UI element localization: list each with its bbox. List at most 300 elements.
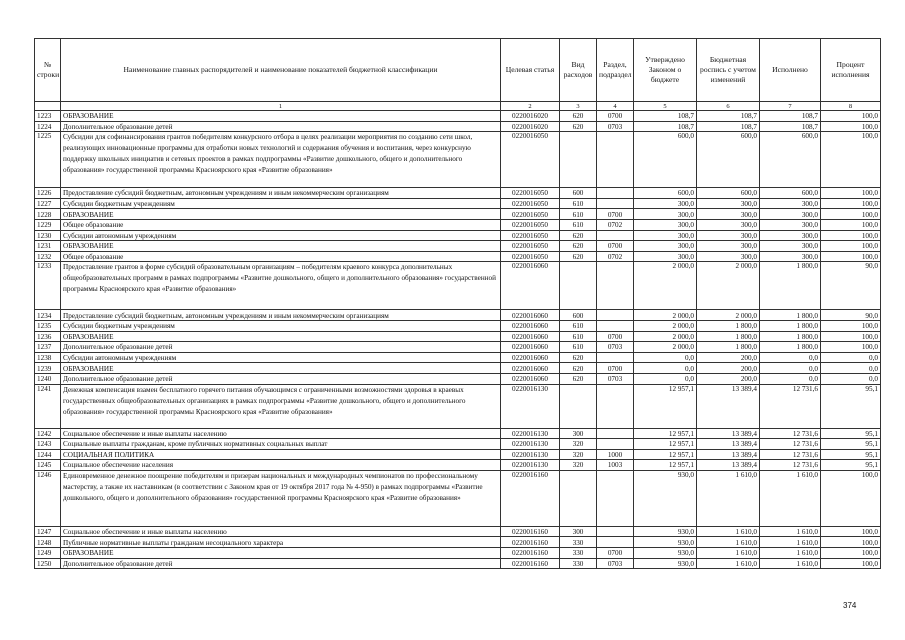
execution-percent-cell: 0,0 bbox=[821, 363, 881, 374]
executed-amount-cell: 300,0 bbox=[760, 198, 821, 209]
section-cell: 0700 bbox=[597, 111, 634, 122]
budget-list-amount-cell: 108,7 bbox=[697, 111, 760, 122]
execution-percent-cell: 90,0 bbox=[821, 310, 881, 321]
target-article-cell: 0220016060 bbox=[501, 331, 560, 342]
execution-percent-cell: 100,0 bbox=[821, 526, 881, 537]
budget-list-amount-cell: 200,0 bbox=[697, 363, 760, 374]
target-article-cell: 0220016050 bbox=[501, 251, 560, 262]
row-number-cell: 1236 bbox=[35, 331, 61, 342]
executed-amount-cell: 12 731,6 bbox=[760, 439, 821, 450]
executed-amount-cell: 108,7 bbox=[760, 111, 821, 122]
execution-percent-cell: 100,0 bbox=[821, 342, 881, 353]
budget-list-amount-cell: 1 800,0 bbox=[697, 320, 760, 331]
header-row-no: № строки bbox=[35, 39, 61, 102]
executed-amount-cell: 0,0 bbox=[760, 352, 821, 363]
expense-kind-cell: 620 bbox=[560, 121, 597, 132]
expense-kind-cell: 330 bbox=[560, 537, 597, 548]
approved-amount-cell: 2 000,0 bbox=[634, 310, 697, 321]
row-name-cell: СОЦИАЛЬНАЯ ПОЛИТИКА bbox=[61, 449, 501, 460]
approved-amount-cell: 108,7 bbox=[634, 121, 697, 132]
budget-list-amount-cell: 13 389,4 bbox=[697, 439, 760, 450]
expense-kind-cell: 620 bbox=[560, 352, 597, 363]
execution-percent-cell: 100,0 bbox=[821, 470, 881, 526]
execution-percent-cell: 100,0 bbox=[821, 558, 881, 569]
section-cell: 0700 bbox=[597, 209, 634, 220]
execution-percent-cell: 95,1 bbox=[821, 384, 881, 428]
table-row bbox=[35, 198, 881, 209]
table-row bbox=[35, 209, 881, 220]
executed-amount-cell: 300,0 bbox=[760, 251, 821, 262]
target-article-cell: 0220016060 bbox=[501, 310, 560, 321]
executed-amount-cell: 300,0 bbox=[760, 209, 821, 220]
row-name-cell: Субсидии автономным учреждениям bbox=[61, 352, 501, 363]
section-cell: 0703 bbox=[597, 121, 634, 132]
execution-percent-cell: 100,0 bbox=[821, 209, 881, 220]
budget-list-amount-cell: 1 610,0 bbox=[697, 526, 760, 537]
approved-amount-cell: 600,0 bbox=[634, 188, 697, 199]
execution-percent-cell: 100,0 bbox=[821, 320, 881, 331]
row-name-cell: Единовременное денежное поощрение победителям и призерам национальных и международных чемпионатов по профессиональному мастерству, а также их наставникам (в соответствии с Законом края от 19 октября 2017 года № 4-950) в рамках подпрограммы «Развитие дошкольного, общего и дополнительного образования» государственной программы Красноярского края «Развитие образования» bbox=[61, 470, 501, 526]
expense-kind-cell: 320 bbox=[560, 460, 597, 471]
budget-list-amount-cell: 300,0 bbox=[697, 251, 760, 262]
budget-list-amount-cell: 1 610,0 bbox=[697, 470, 760, 526]
table-row bbox=[35, 352, 881, 363]
row-name-cell: Предоставление субсидий бюджетным, автономным учреждениям и иным некоммерческим организациям bbox=[61, 188, 501, 199]
row-number-cell: 1243 bbox=[35, 439, 61, 450]
approved-amount-cell: 300,0 bbox=[634, 219, 697, 230]
header-kind: Вид расходов bbox=[560, 39, 597, 102]
executed-amount-cell: 300,0 bbox=[760, 241, 821, 252]
execution-percent-cell: 100,0 bbox=[821, 548, 881, 559]
section-cell bbox=[597, 439, 634, 450]
row-name-cell: ОБРАЗОВАНИЕ bbox=[61, 331, 501, 342]
row-number-cell: 1250 bbox=[35, 558, 61, 569]
execution-percent-cell: 0,0 bbox=[821, 352, 881, 363]
section-cell bbox=[597, 198, 634, 209]
budget-list-amount-cell: 13 389,4 bbox=[697, 460, 760, 471]
row-number-cell: 1239 bbox=[35, 363, 61, 374]
row-name-cell: ОБРАЗОВАНИЕ bbox=[61, 209, 501, 220]
row-name-cell: Предоставление грантов в форме субсидий образовательным организациям – победителям краевого конкурса дополнительных общеобразовательных программ в рамках подпрограммы «Развитие дошкольного, общего и дополнительного образования» государственной программы Красноярского края «Развитие образования» bbox=[61, 262, 501, 310]
budget-list-amount-cell: 1 800,0 bbox=[697, 331, 760, 342]
executed-amount-cell: 1 610,0 bbox=[760, 470, 821, 526]
section-cell: 1003 bbox=[597, 460, 634, 471]
executed-amount-cell: 12 731,6 bbox=[760, 428, 821, 439]
section-cell bbox=[597, 188, 634, 199]
approved-amount-cell: 300,0 bbox=[634, 198, 697, 209]
table-row bbox=[35, 537, 881, 548]
execution-percent-cell: 90,0 bbox=[821, 262, 881, 310]
section-cell bbox=[597, 428, 634, 439]
section-cell bbox=[597, 230, 634, 241]
approved-amount-cell: 0,0 bbox=[634, 352, 697, 363]
column-number-cell: 3 bbox=[560, 102, 597, 111]
section-cell: 0702 bbox=[597, 219, 634, 230]
row-name-cell: Субсидии для софинансирования грантов победителям конкурсного отбора в целях реализации мероприятия по созданию сети школ, реализующих инновационные программы для отработки новых технологий и содержания обучения и воспитания, через конкурсную поддержку школьных инициатив и сетевых проектов в рамках подпрограммы «Развитие дошкольного, общего и дополнительного образования» государственной программы Красноярского края «Развитие образования» bbox=[61, 132, 501, 188]
target-article-cell: 0220016160 bbox=[501, 470, 560, 526]
execution-percent-cell: 100,0 bbox=[821, 111, 881, 122]
target-article-cell: 0220016130 bbox=[501, 428, 560, 439]
section-cell: 0703 bbox=[597, 558, 634, 569]
table-row bbox=[35, 121, 881, 132]
row-number-cell: 1229 bbox=[35, 219, 61, 230]
expense-kind-cell: 300 bbox=[560, 526, 597, 537]
table-row bbox=[35, 363, 881, 374]
target-article-cell: 0220016160 bbox=[501, 558, 560, 569]
table-row bbox=[35, 219, 881, 230]
header-row bbox=[35, 39, 881, 102]
table-row bbox=[35, 310, 881, 321]
approved-amount-cell: 300,0 bbox=[634, 230, 697, 241]
row-name-cell: ОБРАЗОВАНИЕ bbox=[61, 548, 501, 559]
column-number-cell: 5 bbox=[634, 102, 697, 111]
target-article-cell: 0220016160 bbox=[501, 526, 560, 537]
expense-kind-cell: 600 bbox=[560, 188, 597, 199]
header-percent: Процент исполнения bbox=[821, 39, 881, 102]
approved-amount-cell: 12 957,1 bbox=[634, 439, 697, 450]
budget-list-amount-cell: 2 000,0 bbox=[697, 310, 760, 321]
approved-amount-cell: 2 000,0 bbox=[634, 342, 697, 353]
row-number-cell: 1235 bbox=[35, 320, 61, 331]
header-section: Раздел, подраздел bbox=[597, 39, 634, 102]
budget-list-amount-cell: 600,0 bbox=[697, 188, 760, 199]
budget-table bbox=[34, 38, 881, 569]
column-number-cell: 6 bbox=[697, 102, 760, 111]
table-row bbox=[35, 251, 881, 262]
expense-kind-cell: 600 bbox=[560, 310, 597, 321]
target-article-cell: 0220016050 bbox=[501, 219, 560, 230]
target-article-cell: 0220016020 bbox=[501, 121, 560, 132]
executed-amount-cell: 1 610,0 bbox=[760, 526, 821, 537]
expense-kind-cell bbox=[560, 132, 597, 188]
row-name-cell: Общее образование bbox=[61, 219, 501, 230]
expense-kind-cell: 620 bbox=[560, 111, 597, 122]
row-name-cell: ОБРАЗОВАНИЕ bbox=[61, 241, 501, 252]
section-cell: 0703 bbox=[597, 342, 634, 353]
budget-list-amount-cell: 13 389,4 bbox=[697, 428, 760, 439]
column-number-cell: 1 bbox=[61, 102, 501, 111]
row-number-cell: 1223 bbox=[35, 111, 61, 122]
row-number-cell: 1225 bbox=[35, 132, 61, 188]
executed-amount-cell: 1 610,0 bbox=[760, 558, 821, 569]
row-name-cell: Дополнительное образование детей bbox=[61, 342, 501, 353]
expense-kind-cell: 620 bbox=[560, 363, 597, 374]
execution-percent-cell: 95,1 bbox=[821, 439, 881, 450]
expense-kind-cell: 610 bbox=[560, 209, 597, 220]
table-row bbox=[35, 460, 881, 471]
row-number-cell: 1232 bbox=[35, 251, 61, 262]
row-number-cell: 1231 bbox=[35, 241, 61, 252]
budget-list-amount-cell: 200,0 bbox=[697, 352, 760, 363]
column-number-cell: 4 bbox=[597, 102, 634, 111]
budget-list-amount-cell: 1 610,0 bbox=[697, 548, 760, 559]
row-name-cell: Дополнительное образование детей bbox=[61, 121, 501, 132]
row-name-cell: Дополнительное образование детей bbox=[61, 373, 501, 384]
section-cell bbox=[597, 310, 634, 321]
expense-kind-cell: 620 bbox=[560, 241, 597, 252]
table-row bbox=[35, 342, 881, 353]
row-number-cell: 1242 bbox=[35, 428, 61, 439]
executed-amount-cell: 0,0 bbox=[760, 373, 821, 384]
section-cell bbox=[597, 384, 634, 428]
row-name-cell: Публичные нормативные выплаты гражданам несоциального характера bbox=[61, 537, 501, 548]
row-number-cell: 1246 bbox=[35, 470, 61, 526]
budget-list-amount-cell: 108,7 bbox=[697, 121, 760, 132]
expense-kind-cell bbox=[560, 384, 597, 428]
table-row bbox=[35, 373, 881, 384]
row-name-cell: Предоставление субсидий бюджетным, автономным учреждениям и иным некоммерческим организациям bbox=[61, 310, 501, 321]
section-cell bbox=[597, 537, 634, 548]
expense-kind-cell: 320 bbox=[560, 439, 597, 450]
row-name-cell: Субсидии бюджетным учреждениям bbox=[61, 198, 501, 209]
row-name-cell: ОБРАЗОВАНИЕ bbox=[61, 111, 501, 122]
section-cell bbox=[597, 262, 634, 310]
table-row bbox=[35, 449, 881, 460]
table-row bbox=[35, 262, 881, 310]
approved-amount-cell: 12 957,1 bbox=[634, 428, 697, 439]
execution-percent-cell: 100,0 bbox=[821, 219, 881, 230]
approved-amount-cell: 300,0 bbox=[634, 209, 697, 220]
executed-amount-cell: 108,7 bbox=[760, 121, 821, 132]
execution-percent-cell: 100,0 bbox=[821, 241, 881, 252]
row-number-cell: 1249 bbox=[35, 548, 61, 559]
target-article-cell: 0220016060 bbox=[501, 352, 560, 363]
table-row bbox=[35, 241, 881, 252]
table-row bbox=[35, 558, 881, 569]
approved-amount-cell: 930,0 bbox=[634, 548, 697, 559]
row-number-cell: 1244 bbox=[35, 449, 61, 460]
section-cell: 0702 bbox=[597, 251, 634, 262]
budget-list-amount-cell: 300,0 bbox=[697, 219, 760, 230]
executed-amount-cell: 600,0 bbox=[760, 188, 821, 199]
executed-amount-cell: 1 800,0 bbox=[760, 342, 821, 353]
target-article-cell: 0220016130 bbox=[501, 460, 560, 471]
row-name-cell: Дополнительное образование детей bbox=[61, 558, 501, 569]
target-article-cell: 0220016060 bbox=[501, 342, 560, 353]
table-row bbox=[35, 320, 881, 331]
execution-percent-cell: 100,0 bbox=[821, 188, 881, 199]
execution-percent-cell: 95,1 bbox=[821, 449, 881, 460]
target-article-cell: 0220016050 bbox=[501, 198, 560, 209]
approved-amount-cell: 300,0 bbox=[634, 241, 697, 252]
approved-amount-cell: 930,0 bbox=[634, 470, 697, 526]
budget-list-amount-cell: 13 389,4 bbox=[697, 449, 760, 460]
row-number-cell: 1238 bbox=[35, 352, 61, 363]
target-article-cell: 0220016050 bbox=[501, 132, 560, 188]
executed-amount-cell: 1 800,0 bbox=[760, 310, 821, 321]
section-cell: 1000 bbox=[597, 449, 634, 460]
row-name-cell: Субсидии бюджетным учреждениям bbox=[61, 320, 501, 331]
approved-amount-cell: 108,7 bbox=[634, 111, 697, 122]
execution-percent-cell: 100,0 bbox=[821, 331, 881, 342]
approved-amount-cell: 12 957,1 bbox=[634, 449, 697, 460]
executed-amount-cell: 1 610,0 bbox=[760, 548, 821, 559]
row-name-cell: ОБРАЗОВАНИЕ bbox=[61, 363, 501, 374]
execution-percent-cell: 95,1 bbox=[821, 460, 881, 471]
expense-kind-cell: 620 bbox=[560, 373, 597, 384]
expense-kind-cell: 610 bbox=[560, 331, 597, 342]
column-number-cell: 2 bbox=[501, 102, 560, 111]
approved-amount-cell: 600,0 bbox=[634, 132, 697, 188]
expense-kind-cell: 620 bbox=[560, 230, 597, 241]
approved-amount-cell: 12 957,1 bbox=[634, 460, 697, 471]
expense-kind-cell: 320 bbox=[560, 449, 597, 460]
header-executed: Исполнено bbox=[760, 39, 821, 102]
budget-list-amount-cell: 1 610,0 bbox=[697, 537, 760, 548]
budget-list-amount-cell: 600,0 bbox=[697, 132, 760, 188]
target-article-cell: 0220016050 bbox=[501, 230, 560, 241]
row-number-cell: 1226 bbox=[35, 188, 61, 199]
row-name-cell: Субсидии автономным учреждениям bbox=[61, 230, 501, 241]
target-article-cell: 0220016060 bbox=[501, 262, 560, 310]
expense-kind-cell: 330 bbox=[560, 558, 597, 569]
table-row bbox=[35, 111, 881, 122]
target-article-cell: 0220016160 bbox=[501, 537, 560, 548]
column-number-row bbox=[35, 102, 881, 111]
budget-list-amount-cell: 300,0 bbox=[697, 230, 760, 241]
section-cell bbox=[597, 526, 634, 537]
approved-amount-cell: 0,0 bbox=[634, 373, 697, 384]
section-cell bbox=[597, 132, 634, 188]
expense-kind-cell: 610 bbox=[560, 219, 597, 230]
expense-kind-cell bbox=[560, 262, 597, 310]
row-number-cell: 1245 bbox=[35, 460, 61, 471]
approved-amount-cell: 2 000,0 bbox=[634, 320, 697, 331]
expense-kind-cell bbox=[560, 470, 597, 526]
approved-amount-cell: 930,0 bbox=[634, 526, 697, 537]
header-name: Наименование главных распорядителей и наименование показателей бюджетной классификации bbox=[61, 39, 501, 102]
executed-amount-cell: 12 731,6 bbox=[760, 460, 821, 471]
execution-percent-cell: 100,0 bbox=[821, 132, 881, 188]
section-cell bbox=[597, 320, 634, 331]
section-cell bbox=[597, 470, 634, 526]
approved-amount-cell: 930,0 bbox=[634, 537, 697, 548]
executed-amount-cell: 12 731,6 bbox=[760, 384, 821, 428]
table-row bbox=[35, 230, 881, 241]
column-number-cell: 8 bbox=[821, 102, 881, 111]
table-row bbox=[35, 548, 881, 559]
table-row bbox=[35, 132, 881, 188]
row-number-cell: 1240 bbox=[35, 373, 61, 384]
table-row bbox=[35, 428, 881, 439]
target-article-cell: 0220016060 bbox=[501, 373, 560, 384]
table-body bbox=[35, 111, 881, 569]
expense-kind-cell: 300 bbox=[560, 428, 597, 439]
expense-kind-cell: 330 bbox=[560, 548, 597, 559]
expense-kind-cell: 620 bbox=[560, 251, 597, 262]
budget-list-amount-cell: 300,0 bbox=[697, 198, 760, 209]
executed-amount-cell: 1 800,0 bbox=[760, 331, 821, 342]
section-cell: 0703 bbox=[597, 373, 634, 384]
section-cell: 0700 bbox=[597, 548, 634, 559]
execution-percent-cell: 100,0 bbox=[821, 251, 881, 262]
table-row bbox=[35, 526, 881, 537]
executed-amount-cell: 600,0 bbox=[760, 132, 821, 188]
row-name-cell: Социальное обеспечение и иные выплаты населению bbox=[61, 428, 501, 439]
executed-amount-cell: 12 731,6 bbox=[760, 449, 821, 460]
budget-list-amount-cell: 13 389,4 bbox=[697, 384, 760, 428]
table-row bbox=[35, 470, 881, 526]
header-target: Целевая статья bbox=[501, 39, 560, 102]
approved-amount-cell: 2 000,0 bbox=[634, 331, 697, 342]
header-budget-list: Бюджетная роспись с учетом изменений bbox=[697, 39, 760, 102]
approved-amount-cell: 0,0 bbox=[634, 363, 697, 374]
approved-amount-cell: 12 957,1 bbox=[634, 384, 697, 428]
row-number-cell: 1234 bbox=[35, 310, 61, 321]
row-number-cell: 1230 bbox=[35, 230, 61, 241]
executed-amount-cell: 1 610,0 bbox=[760, 537, 821, 548]
section-cell: 0700 bbox=[597, 241, 634, 252]
budget-list-amount-cell: 1 610,0 bbox=[697, 558, 760, 569]
approved-amount-cell: 2 000,0 bbox=[634, 262, 697, 310]
header-approved: Утверждено Законом о бюджете bbox=[634, 39, 697, 102]
execution-percent-cell: 0,0 bbox=[821, 373, 881, 384]
approved-amount-cell: 300,0 bbox=[634, 251, 697, 262]
row-name-cell: Социальное обеспечение населения bbox=[61, 460, 501, 471]
row-number-cell: 1224 bbox=[35, 121, 61, 132]
executed-amount-cell: 300,0 bbox=[760, 230, 821, 241]
executed-amount-cell: 0,0 bbox=[760, 363, 821, 374]
table-row bbox=[35, 384, 881, 428]
execution-percent-cell: 100,0 bbox=[821, 121, 881, 132]
table-row bbox=[35, 439, 881, 450]
row-number-cell: 1241 bbox=[35, 384, 61, 428]
budget-list-amount-cell: 300,0 bbox=[697, 241, 760, 252]
execution-percent-cell: 100,0 bbox=[821, 537, 881, 548]
approved-amount-cell: 930,0 bbox=[634, 558, 697, 569]
executed-amount-cell: 300,0 bbox=[760, 219, 821, 230]
column-number-cell-blank bbox=[35, 102, 61, 111]
row-number-cell: 1248 bbox=[35, 537, 61, 548]
section-cell bbox=[597, 352, 634, 363]
section-cell: 0700 bbox=[597, 331, 634, 342]
expense-kind-cell: 610 bbox=[560, 198, 597, 209]
target-article-cell: 0220016060 bbox=[501, 320, 560, 331]
target-article-cell: 0220016020 bbox=[501, 111, 560, 122]
expense-kind-cell: 610 bbox=[560, 342, 597, 353]
execution-percent-cell: 95,1 bbox=[821, 428, 881, 439]
budget-list-amount-cell: 300,0 bbox=[697, 209, 760, 220]
row-name-cell: Общее образование bbox=[61, 251, 501, 262]
row-number-cell: 1233 bbox=[35, 262, 61, 310]
row-name-cell: Социальное обеспечение и иные выплаты населению bbox=[61, 526, 501, 537]
page-number: 374 bbox=[843, 601, 857, 610]
table-row bbox=[35, 331, 881, 342]
expense-kind-cell: 610 bbox=[560, 320, 597, 331]
target-article-cell: 0220016050 bbox=[501, 188, 560, 199]
row-number-cell: 1237 bbox=[35, 342, 61, 353]
target-article-cell: 0220016050 bbox=[501, 209, 560, 220]
target-article-cell: 0220016050 bbox=[501, 241, 560, 252]
executed-amount-cell: 1 800,0 bbox=[760, 262, 821, 310]
target-article-cell: 0220016160 bbox=[501, 548, 560, 559]
target-article-cell: 0220016130 bbox=[501, 449, 560, 460]
column-number-cell: 7 bbox=[760, 102, 821, 111]
target-article-cell: 0220016130 bbox=[501, 439, 560, 450]
row-number-cell: 1247 bbox=[35, 526, 61, 537]
section-cell: 0700 bbox=[597, 363, 634, 374]
row-number-cell: 1227 bbox=[35, 198, 61, 209]
execution-percent-cell: 100,0 bbox=[821, 198, 881, 209]
row-name-cell: Социальные выплаты гражданам, кроме публичных нормативных социальных выплат bbox=[61, 439, 501, 450]
execution-percent-cell: 100,0 bbox=[821, 230, 881, 241]
target-article-cell: 0220016060 bbox=[501, 363, 560, 374]
executed-amount-cell: 1 800,0 bbox=[760, 320, 821, 331]
budget-list-amount-cell: 2 000,0 bbox=[697, 262, 760, 310]
budget-list-amount-cell: 200,0 bbox=[697, 373, 760, 384]
table-row bbox=[35, 188, 881, 199]
row-name-cell: Денежная компенсация взамен бесплатного горячего питания обучающимся с ограниченными возможностями здоровья в краевых государственных общеобразовательных организациях в рамках подпрограммы «Развитие дошкольного, общего и дополнительного образования» государственной программы Красноярского края «Развитие образования» bbox=[61, 384, 501, 428]
